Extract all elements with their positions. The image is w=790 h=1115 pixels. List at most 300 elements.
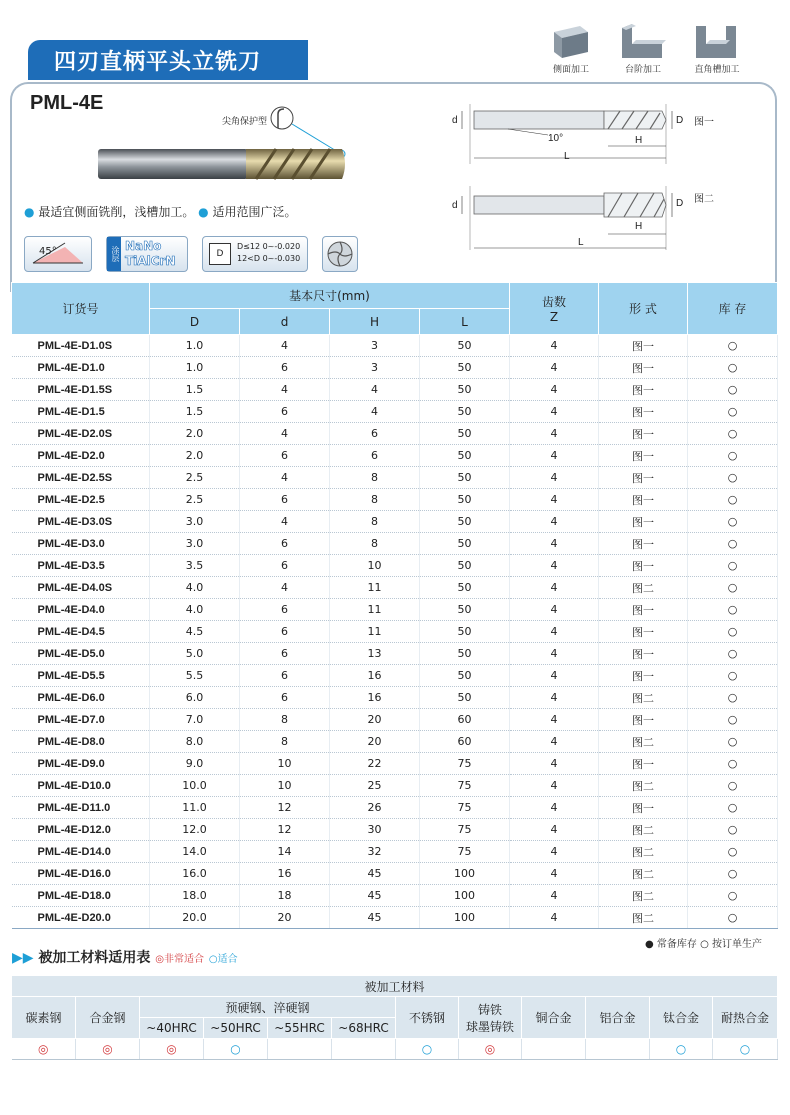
- cell-H: 6: [330, 445, 420, 467]
- cell-L: 50: [420, 357, 510, 379]
- cell-H: 11: [330, 599, 420, 621]
- tolerance-badge: [202, 236, 308, 272]
- cell-order-no: PML-4E-D1.0S: [12, 335, 150, 357]
- cell-form: 图二: [599, 687, 688, 709]
- cell-order-no: PML-4E-D9.0: [12, 753, 150, 775]
- cell-d: 18: [240, 885, 330, 907]
- materials-heading: [12, 947, 238, 967]
- cell-order-no: PML-4E-D20.0: [12, 907, 150, 929]
- cell-form: 图二: [599, 819, 688, 841]
- cell-order-no: PML-4E-D1.5: [12, 401, 150, 423]
- table-row: [12, 687, 778, 709]
- cell-d: 6: [240, 401, 330, 423]
- app-label-side: 侧面加工: [552, 65, 589, 75]
- cell-stock: ○: [688, 423, 778, 445]
- cell-stock: ○: [688, 577, 778, 599]
- page-title: 四刃直柄平头立铣刀: [28, 40, 308, 80]
- cell-D: 8.0: [150, 731, 240, 753]
- cell-H: 45: [330, 863, 420, 885]
- rating-cell: ○: [650, 1039, 713, 1060]
- cell-form: 图二: [599, 577, 688, 599]
- cell-D: 9.0: [150, 753, 240, 775]
- dim-D-2: D: [676, 198, 684, 209]
- cell-H: 6: [330, 423, 420, 445]
- corner-protection-label: 尖角保护型: [222, 117, 268, 127]
- cell-D: 5.0: [150, 643, 240, 665]
- rating-cell: [332, 1039, 396, 1060]
- header-flutes: [510, 283, 599, 335]
- helix-angle-badge: [24, 236, 92, 272]
- cell-form: 图一: [599, 511, 688, 533]
- arrow-icon: ▶▶: [12, 950, 34, 966]
- cell-form: 图一: [599, 423, 688, 445]
- cell-flutes: 4: [510, 533, 599, 555]
- cell-H: 25: [330, 775, 420, 797]
- side-milling-icon: [550, 22, 592, 60]
- cell-form: 图一: [599, 445, 688, 467]
- header-H: H: [330, 309, 420, 335]
- cell-stock: ○: [688, 841, 778, 863]
- cell-L: 100: [420, 885, 510, 907]
- cell-order-no: PML-4E-D2.5: [12, 489, 150, 511]
- cell-stock: ○: [688, 357, 778, 379]
- cell-form: 图二: [599, 841, 688, 863]
- cell-D: 1.0: [150, 357, 240, 379]
- cell-order-no: PML-4E-D14.0: [12, 841, 150, 863]
- cell-order-no: PML-4E-D4.0S: [12, 577, 150, 599]
- cell-D: 1.5: [150, 379, 240, 401]
- cell-form: 图一: [599, 335, 688, 357]
- app-label-step: 台阶加工: [624, 65, 661, 75]
- cell-form: 图一: [599, 379, 688, 401]
- cell-stock: ○: [688, 445, 778, 467]
- cell-L: 75: [420, 797, 510, 819]
- cell-L: 60: [420, 709, 510, 731]
- cell-H: 13: [330, 643, 420, 665]
- cell-stock: ○: [688, 467, 778, 489]
- cell-order-no: PML-4E-D4.5: [12, 621, 150, 643]
- tolerance-line-1: D≤12 0~-0.020: [237, 242, 301, 251]
- cell-D: 14.0: [150, 841, 240, 863]
- cell-order-no: PML-4E-D2.0S: [12, 423, 150, 445]
- cell-L: 50: [420, 555, 510, 577]
- cell-d: 6: [240, 621, 330, 643]
- table-row: [12, 753, 778, 775]
- cell-L: 50: [420, 533, 510, 555]
- cell-form: 图一: [599, 709, 688, 731]
- cell-order-no: PML-4E-D1.0: [12, 357, 150, 379]
- table-row: [12, 533, 778, 555]
- mat-cast-1: 铸铁: [477, 1002, 502, 1017]
- cell-D: 2.5: [150, 489, 240, 511]
- rating-cell: ◎: [140, 1039, 204, 1060]
- cell-flutes: 4: [510, 731, 599, 753]
- cell-H: 4: [330, 401, 420, 423]
- rating-cell: ◎: [12, 1039, 76, 1060]
- cell-d: 4: [240, 379, 330, 401]
- cell-L: 50: [420, 445, 510, 467]
- cell-d: 6: [240, 357, 330, 379]
- table-row: [12, 599, 778, 621]
- cell-D: 3.0: [150, 511, 240, 533]
- feature-2: 适用范围广泛。: [212, 205, 297, 219]
- header-flutes-z: Z: [549, 310, 559, 324]
- table-row: [12, 665, 778, 687]
- bullet-icon: ●: [198, 205, 209, 219]
- cell-stock: ○: [688, 621, 778, 643]
- figure-2-label: 图二: [694, 194, 714, 205]
- step-milling-app: [618, 22, 668, 75]
- cell-flutes: 4: [510, 643, 599, 665]
- cell-order-no: PML-4E-D12.0: [12, 819, 150, 841]
- table-row: [12, 731, 778, 753]
- cell-stock: ○: [688, 797, 778, 819]
- cell-order-no: PML-4E-D5.0: [12, 643, 150, 665]
- cell-form: 图一: [599, 797, 688, 819]
- step-milling-icon: [618, 22, 668, 60]
- table-row: [12, 423, 778, 445]
- cell-order-no: PML-4E-D7.0: [12, 709, 150, 731]
- cell-D: 4.0: [150, 577, 240, 599]
- tolerance-symbol: D: [209, 243, 231, 265]
- technical-drawing: [448, 100, 688, 260]
- rating-cell: ○: [396, 1039, 459, 1060]
- table-row: [12, 489, 778, 511]
- mat-hrc-55: ~55HRC: [268, 1018, 332, 1039]
- cell-H: 8: [330, 533, 420, 555]
- cell-d: 6: [240, 489, 330, 511]
- header-form: 形 式: [599, 283, 688, 335]
- cell-stock: ○: [688, 401, 778, 423]
- header-d: d: [240, 309, 330, 335]
- table-row: [12, 379, 778, 401]
- cell-flutes: 4: [510, 357, 599, 379]
- cell-d: 6: [240, 555, 330, 577]
- cell-d: 4: [240, 577, 330, 599]
- cell-form: 图一: [599, 599, 688, 621]
- cell-L: 50: [420, 379, 510, 401]
- rating-cell: ◎: [459, 1039, 522, 1060]
- table-row: [12, 907, 778, 929]
- cell-D: 2.0: [150, 423, 240, 445]
- table-row: [12, 335, 778, 357]
- cell-stock: ○: [688, 709, 778, 731]
- cell-form: 图一: [599, 621, 688, 643]
- cell-H: 32: [330, 841, 420, 863]
- mat-alloy: 合金钢: [76, 997, 140, 1039]
- header-basic-size: 基本尺寸(mm): [150, 283, 510, 309]
- cell-d: 10: [240, 753, 330, 775]
- materials-ratings-row: [12, 1039, 778, 1060]
- mat-cast-2: 球墨铸铁: [465, 1019, 514, 1034]
- cell-stock: ○: [688, 731, 778, 753]
- cell-H: 8: [330, 489, 420, 511]
- header-L: L: [420, 309, 510, 335]
- rating-cell: ○: [204, 1039, 268, 1060]
- cell-L: 60: [420, 731, 510, 753]
- cell-order-no: PML-4E-D3.0: [12, 533, 150, 555]
- cell-d: 6: [240, 445, 330, 467]
- mat-hardened: 预硬钢、淬硬钢: [140, 997, 396, 1018]
- cell-flutes: 4: [510, 379, 599, 401]
- cell-flutes: 4: [510, 885, 599, 907]
- cell-order-no: PML-4E-D3.5: [12, 555, 150, 577]
- header-D: D: [150, 309, 240, 335]
- mat-hrc-40: ~40HRC: [140, 1018, 204, 1039]
- cell-H: 11: [330, 577, 420, 599]
- cell-L: 50: [420, 489, 510, 511]
- table-row: [12, 643, 778, 665]
- cell-flutes: 4: [510, 709, 599, 731]
- cell-L: 100: [420, 863, 510, 885]
- cell-stock: ○: [688, 753, 778, 775]
- app-label-slot: 直角槽加工: [694, 65, 740, 75]
- cell-form: 图一: [599, 665, 688, 687]
- dim-D-1: D: [676, 115, 684, 126]
- cell-d: 6: [240, 643, 330, 665]
- table-row: [12, 357, 778, 379]
- cell-order-no: PML-4E-D4.0: [12, 599, 150, 621]
- table-row: [12, 555, 778, 577]
- cell-order-no: PML-4E-D1.5S: [12, 379, 150, 401]
- cell-D: 6.0: [150, 687, 240, 709]
- cell-H: 16: [330, 665, 420, 687]
- rating-cell: ◎: [76, 1039, 140, 1060]
- mat-titanium: 钛合金: [650, 997, 713, 1039]
- cell-H: 8: [330, 511, 420, 533]
- spec-table-body: [12, 335, 778, 929]
- cell-D: 12.0: [150, 819, 240, 841]
- cell-flutes: 4: [510, 687, 599, 709]
- cell-flutes: 4: [510, 511, 599, 533]
- cell-L: 50: [420, 621, 510, 643]
- cell-D: 11.0: [150, 797, 240, 819]
- dim-d-2: d: [452, 200, 458, 211]
- cell-d: 20: [240, 907, 330, 929]
- cell-H: 11: [330, 621, 420, 643]
- cell-d: 6: [240, 599, 330, 621]
- cell-order-no: PML-4E-D2.5S: [12, 467, 150, 489]
- cell-H: 30: [330, 819, 420, 841]
- cell-stock: ○: [688, 907, 778, 929]
- cell-H: 45: [330, 907, 420, 929]
- rating-cell: [586, 1039, 650, 1060]
- cell-form: 图一: [599, 401, 688, 423]
- cell-stock: ○: [688, 863, 778, 885]
- cell-flutes: 4: [510, 863, 599, 885]
- cell-flutes: 4: [510, 555, 599, 577]
- cell-order-no: PML-4E-D3.0S: [12, 511, 150, 533]
- cell-stock: ○: [688, 379, 778, 401]
- cell-H: 20: [330, 731, 420, 753]
- table-row: [12, 445, 778, 467]
- cell-d: 16: [240, 863, 330, 885]
- slot-milling-app: [692, 22, 742, 75]
- cell-d: 14: [240, 841, 330, 863]
- mat-cast-iron: [459, 997, 522, 1039]
- coating-name-1: NaNo: [125, 239, 162, 253]
- end-mill-image: [96, 140, 352, 188]
- table-row: [12, 885, 778, 907]
- mat-hrc-68: ~68HRC: [332, 1018, 396, 1039]
- cell-order-no: PML-4E-D11.0: [12, 797, 150, 819]
- cell-form: 图二: [599, 863, 688, 885]
- cell-flutes: 4: [510, 665, 599, 687]
- slot-milling-icon: [692, 22, 742, 60]
- mat-aluminum: 铝合金: [586, 997, 650, 1039]
- table-row: [12, 621, 778, 643]
- table-row: [12, 709, 778, 731]
- materials-table: [11, 975, 778, 1060]
- rating-cell: ○: [713, 1039, 778, 1060]
- mat-stainless: 不锈钢: [396, 997, 459, 1039]
- cell-H: 16: [330, 687, 420, 709]
- header-order-no: 订货号: [12, 283, 150, 335]
- cell-d: 6: [240, 533, 330, 555]
- cell-D: 18.0: [150, 885, 240, 907]
- coating-badge: [106, 236, 188, 272]
- cell-L: 100: [420, 907, 510, 929]
- cell-L: 75: [420, 841, 510, 863]
- cell-stock: ○: [688, 665, 778, 687]
- cell-D: 10.0: [150, 775, 240, 797]
- cell-L: 75: [420, 775, 510, 797]
- dim-d-1: d: [452, 115, 458, 126]
- cell-flutes: 4: [510, 445, 599, 467]
- cell-flutes: 4: [510, 819, 599, 841]
- cell-L: 50: [420, 467, 510, 489]
- cell-H: 8: [330, 467, 420, 489]
- coating-side-label: 涂层: [107, 237, 121, 271]
- cell-stock: ○: [688, 885, 778, 907]
- model-name: PML-4E: [30, 92, 104, 114]
- stock-legend: ● 常备库存 ○ 按订单生产: [645, 939, 762, 950]
- cell-H: 4: [330, 379, 420, 401]
- cell-order-no: PML-4E-D2.0: [12, 445, 150, 467]
- table-row: [12, 797, 778, 819]
- cell-form: 图一: [599, 533, 688, 555]
- dim-H-2: H: [635, 221, 643, 232]
- cell-H: 10: [330, 555, 420, 577]
- cell-d: 4: [240, 467, 330, 489]
- cell-L: 50: [420, 599, 510, 621]
- cell-flutes: 4: [510, 841, 599, 863]
- table-row: [12, 775, 778, 797]
- cell-stock: ○: [688, 489, 778, 511]
- cell-d: 4: [240, 335, 330, 357]
- cell-d: 4: [240, 511, 330, 533]
- cell-form: 图一: [599, 489, 688, 511]
- materials-group-header: 被加工材料: [12, 976, 778, 997]
- cell-d: 8: [240, 731, 330, 753]
- cell-stock: ○: [688, 643, 778, 665]
- cell-order-no: PML-4E-D18.0: [12, 885, 150, 907]
- cell-d: 8: [240, 709, 330, 731]
- cell-H: 22: [330, 753, 420, 775]
- table-row: [12, 863, 778, 885]
- bullet-icon: ●: [24, 205, 35, 219]
- side-milling-app: [546, 22, 596, 75]
- four-flute-section-icon: [323, 237, 357, 271]
- cell-stock: ○: [688, 819, 778, 841]
- table-row: [12, 819, 778, 841]
- dim-L-1: L: [564, 151, 570, 162]
- cell-d: 6: [240, 665, 330, 687]
- cell-D: 20.0: [150, 907, 240, 929]
- cell-form: 图二: [599, 885, 688, 907]
- coating-name-2: TiAlCrN: [125, 254, 176, 268]
- feature-list: [24, 203, 296, 220]
- cell-D: 2.0: [150, 445, 240, 467]
- cell-form: 图一: [599, 357, 688, 379]
- rating-cell: [268, 1039, 332, 1060]
- cell-L: 50: [420, 665, 510, 687]
- cell-form: 图二: [599, 907, 688, 929]
- cell-form: 图二: [599, 731, 688, 753]
- cell-D: 2.5: [150, 467, 240, 489]
- cell-flutes: 4: [510, 401, 599, 423]
- cell-L: 50: [420, 335, 510, 357]
- helix-angle-icon: [25, 237, 91, 271]
- cell-form: 图一: [599, 467, 688, 489]
- cell-D: 3.5: [150, 555, 240, 577]
- figure-1-label: 图一: [694, 117, 714, 128]
- cell-flutes: 4: [510, 775, 599, 797]
- cell-L: 75: [420, 819, 510, 841]
- cell-L: 50: [420, 511, 510, 533]
- cell-order-no: PML-4E-D5.5: [12, 665, 150, 687]
- cell-flutes: 4: [510, 489, 599, 511]
- angle-label: 10°: [548, 133, 564, 144]
- cell-stock: ○: [688, 335, 778, 357]
- suitable-note: ○适合: [208, 954, 238, 965]
- cell-form: 图二: [599, 775, 688, 797]
- cell-form: 图一: [599, 555, 688, 577]
- cell-form: 图一: [599, 753, 688, 775]
- cell-d: 12: [240, 797, 330, 819]
- cell-flutes: 4: [510, 797, 599, 819]
- cell-flutes: 4: [510, 599, 599, 621]
- header-flutes-label: 齿数: [541, 295, 566, 309]
- cell-d: 12: [240, 819, 330, 841]
- cell-L: 50: [420, 577, 510, 599]
- rating-cell: [522, 1039, 586, 1060]
- cell-flutes: 4: [510, 335, 599, 357]
- cell-L: 50: [420, 687, 510, 709]
- table-row: [12, 401, 778, 423]
- cell-D: 1.0: [150, 335, 240, 357]
- cell-D: 5.5: [150, 665, 240, 687]
- cell-stock: ○: [688, 775, 778, 797]
- very-suitable-note: ◎非常适合: [155, 954, 205, 965]
- mat-carbon: 碳素钢: [12, 997, 76, 1039]
- mat-heat-resistant: 耐热合金: [713, 997, 778, 1039]
- cell-d: 10: [240, 775, 330, 797]
- cell-L: 50: [420, 423, 510, 445]
- cell-L: 50: [420, 401, 510, 423]
- cell-D: 3.0: [150, 533, 240, 555]
- cell-L: 50: [420, 643, 510, 665]
- cell-stock: ○: [688, 533, 778, 555]
- cell-stock: ○: [688, 599, 778, 621]
- cell-stock: ○: [688, 511, 778, 533]
- cell-flutes: 4: [510, 577, 599, 599]
- cell-D: 4.5: [150, 621, 240, 643]
- cell-flutes: 4: [510, 907, 599, 929]
- mat-hrc-50: ~50HRC: [204, 1018, 268, 1039]
- materials-title: 被加工材料适用表: [38, 950, 151, 966]
- cell-d: 4: [240, 423, 330, 445]
